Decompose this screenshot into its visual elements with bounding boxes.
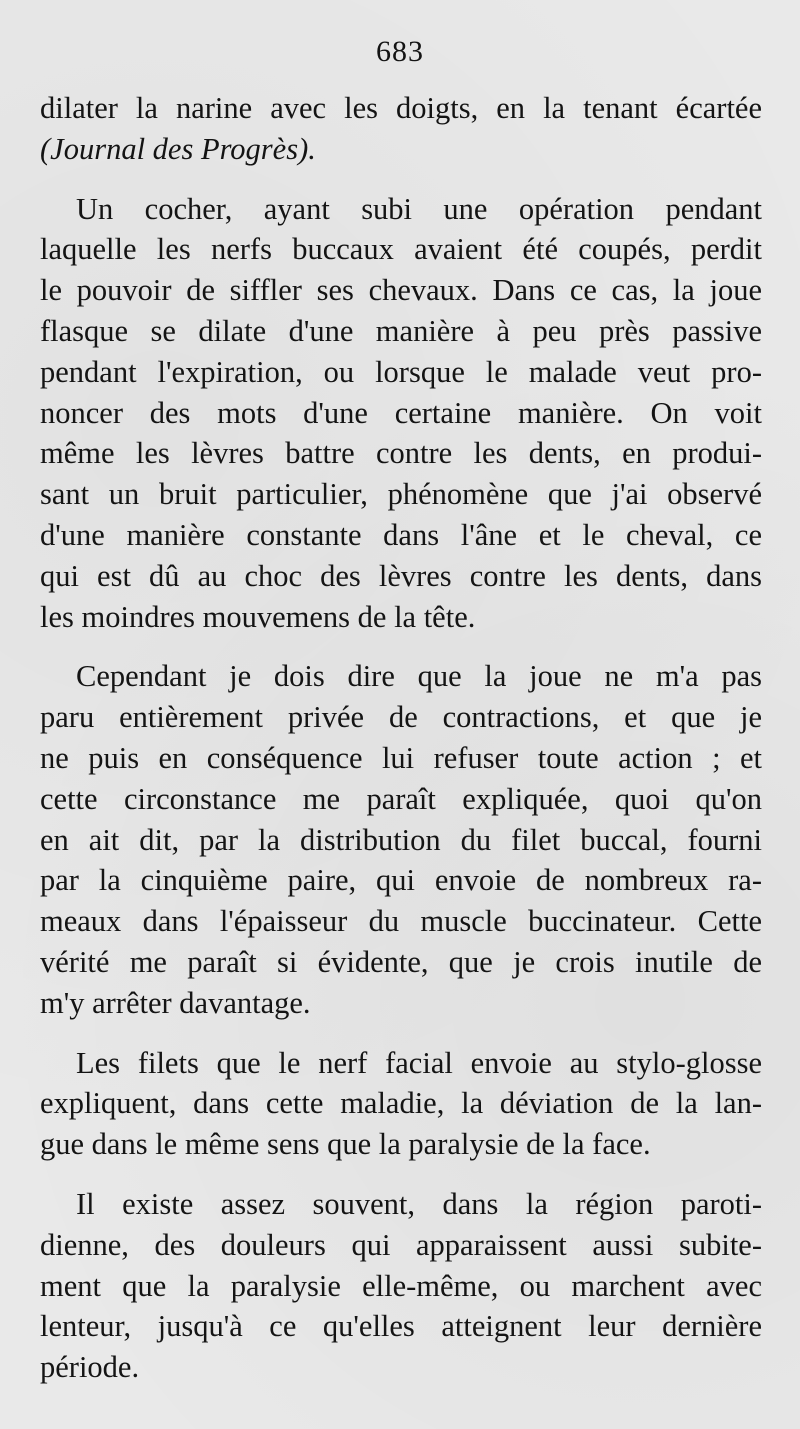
text-line: sant un bruit particulier, phénomène que j'ai observé	[40, 477, 762, 512]
text-line: période.	[40, 1350, 140, 1385]
text-line: d'une manière constante dans l'âne et le cheval, ce	[40, 517, 762, 552]
text-line: le pouvoir de siffler ses chevaux. Dans ce cas, la joue	[40, 273, 762, 308]
paragraph-gap	[40, 637, 762, 656]
paragraph	[40, 88, 762, 170]
text-line: les moindres mouvemens de la tête.	[40, 599, 476, 634]
text-line: laquelle les nerfs buccaux avaient été coupés, perdit	[40, 232, 762, 267]
paragraph-gap	[40, 1165, 762, 1184]
text-line: flasque se dilate d'une manière à peu près passive	[40, 313, 762, 348]
text-line: vérité me paraît si évidente, que je crois inutile de	[40, 944, 762, 979]
paragraph-gap	[40, 170, 762, 189]
paragraph	[40, 656, 762, 1023]
paragraph	[40, 1184, 762, 1388]
text-line: même les lèvres battre contre les dents, en produi-	[40, 436, 762, 471]
paragraph	[40, 189, 762, 638]
text-line: en ait dit, par la distribution du filet buccal, fourni	[40, 822, 762, 857]
text-line: cette circonstance me paraît expliquée, quoi qu'on	[40, 781, 762, 816]
text-line: dilater la narine avec les doigts, en la tenant écartée	[40, 91, 762, 125]
text-line: Il existe assez souvent, dans la région paroti-	[76, 1186, 762, 1221]
body-text	[40, 88, 762, 1388]
text-line: Un cocher, ayant subi une opération pendant	[76, 191, 762, 226]
text-line: gue dans le même sens que la paralysie de la face.	[40, 1127, 651, 1162]
text-line: Les filets que le nerf facial envoie au stylo-glosse	[76, 1045, 762, 1080]
text-line: expliquent, dans cette maladie, la déviation de la lan-	[40, 1086, 762, 1121]
text-line: m'y arrêter davantage.	[40, 985, 311, 1020]
text-line: ment que la paralysie elle-même, ou marchent avec	[40, 1268, 762, 1303]
paragraph	[40, 1043, 762, 1165]
text-line: par la cinquième paire, qui envoie de nombreux ra-	[40, 863, 762, 898]
text-line: paru entièrement privée de contractions, et que je	[40, 700, 762, 735]
text-line: qui est dû au choc des lèvres contre les dents, dans	[40, 558, 762, 593]
paragraph-gap	[40, 1024, 762, 1043]
text-line: meaux dans l'épaisseur du muscle buccinateur. Cette	[40, 904, 762, 939]
text-line: lenteur, jusqu'à ce qu'elles atteignent leur dernière	[40, 1309, 762, 1344]
text-line: pendant l'expiration, ou lorsque le malade veut pro-	[40, 354, 762, 389]
text-line: (Journal des Progrès).	[40, 131, 316, 166]
text-line: dienne, des douleurs qui apparaissent aussi subite-	[40, 1227, 762, 1262]
text-line: ne puis en conséquence lui refuser toute action ; et	[40, 740, 762, 775]
text-line: noncer des mots d'une certaine manière. On voit	[40, 395, 762, 430]
text-line: Cependant je dois dire que la joue ne m'a pas	[76, 659, 762, 694]
page-number: 683	[376, 35, 424, 68]
